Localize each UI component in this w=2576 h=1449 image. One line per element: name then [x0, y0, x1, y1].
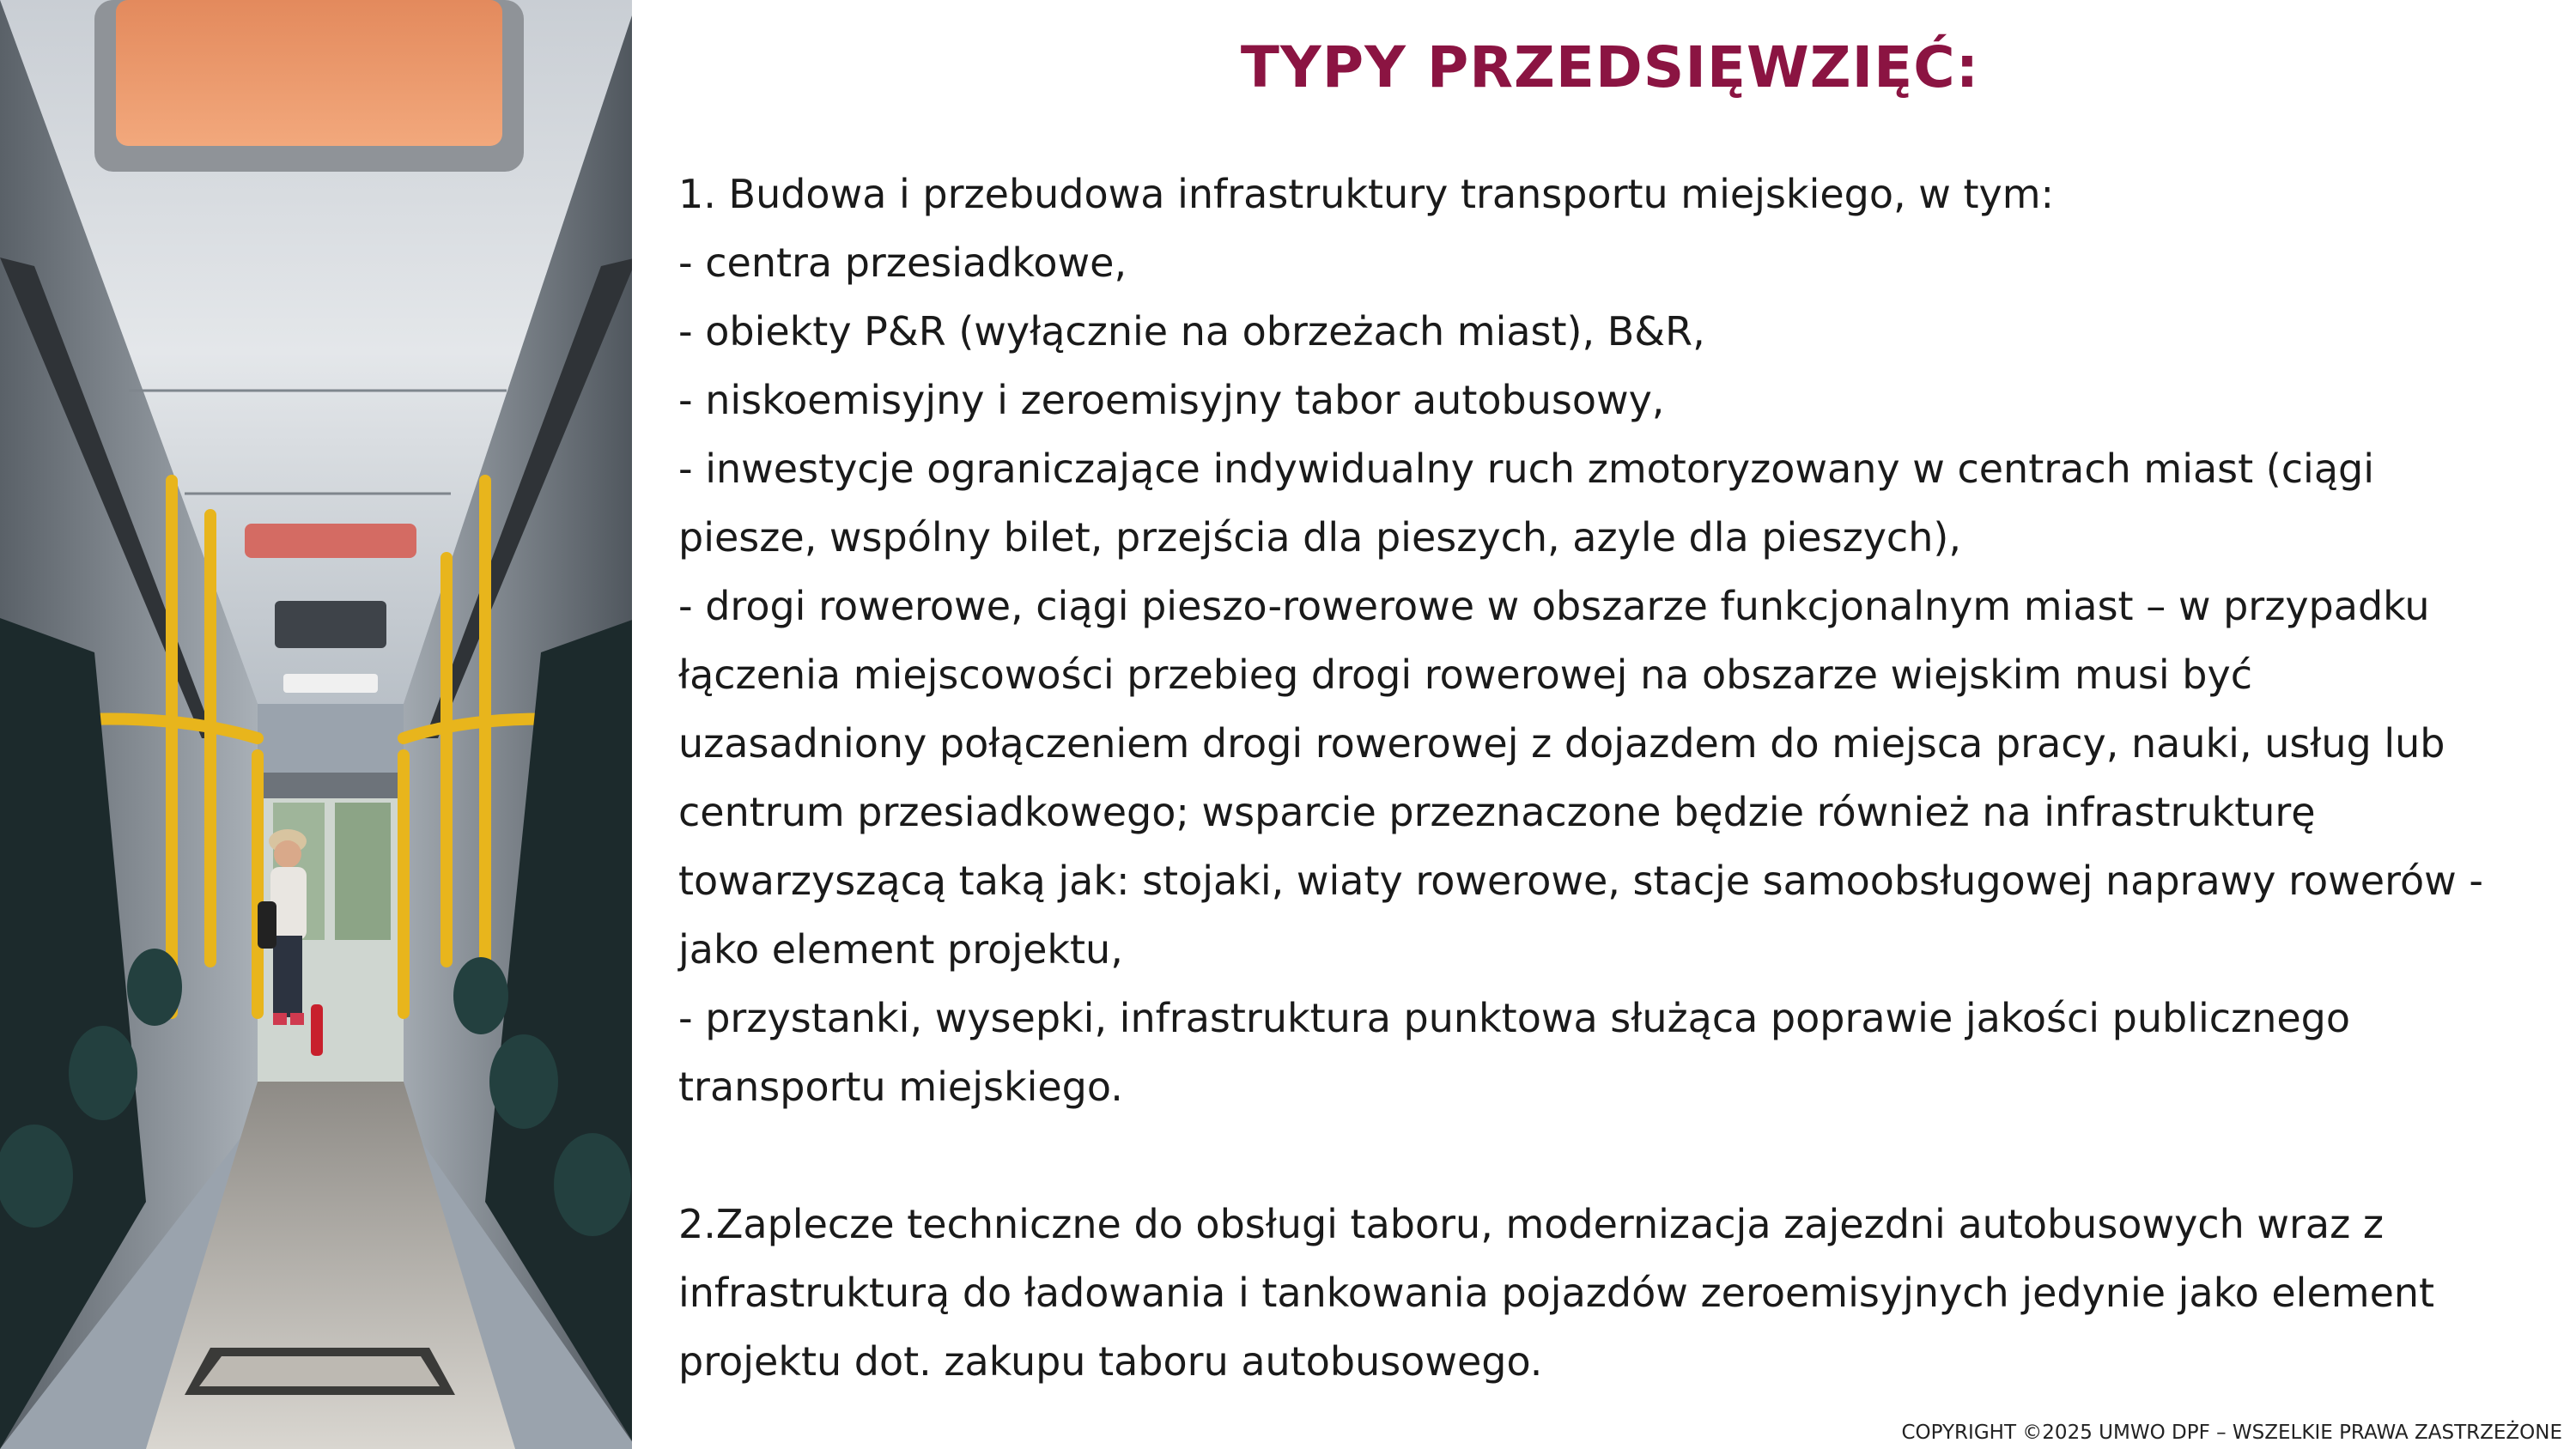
list-item: - przystanki, wysepki, infrastruktura punktowa służąca poprawie jakości publicznego [678, 995, 2351, 1041]
list-item: - centra przesiadkowe, [678, 239, 1127, 286]
list-item: uzasadniony połączeniem drogi rowerowej z dojazdem do miejsca pracy, nauki, usług lub [678, 720, 2445, 767]
list-item: centrum przesiadkowego; wsparcie przeznaczone będzie również na infrastrukturę [678, 789, 2316, 835]
list-item: jako element projektu, [678, 926, 1123, 973]
section-1-heading: 1. Budowa i przebudowa infrastruktury transportu miejskiego, w tym: [678, 171, 2055, 217]
list-item: - obiekty P&R (wyłącznie na obrzeżach miast), B&R, [678, 308, 1705, 355]
slide-title: TYPY PRZEDSIĘWZIĘĆ: [1240, 34, 1980, 100]
list-item: - drogi rowerowe, ciągi pieszo-rowerowe w obszarze funkcjonalnym miast – w przypadku [678, 583, 2430, 629]
list-item: transportu miejskiego. [678, 1064, 1123, 1110]
section-spacer [678, 1121, 2542, 1190]
bus-interior-photo [0, 0, 637, 1449]
content-area [678, 0, 2542, 1449]
list-item: - niskoemisyjny i zeroemisyjny tabor autobusowy, [678, 377, 1665, 423]
section-2-line: 2.Zaplecze techniczne do obsługi taboru, modernizacja zajezdni autobusowych wraz z [678, 1201, 2384, 1247]
list-item: - inwestycje ograniczające indywidualny ruch zmotoryzowany w centrach miast (ciągi [678, 446, 2374, 492]
list-item: łączenia miejscowości przebieg drogi rowerowej na obszarze wiejskim musi być [678, 652, 2253, 698]
list-item: piesze, wspólny bilet, przejścia dla pieszych, azyle dla pieszych), [678, 514, 1961, 561]
section-2-line: infrastrukturą do ładowania i tankowania pojazdów zeroemisyjnych jedynie jako element [678, 1270, 2435, 1316]
copyright-footer: COPYRIGHT ©2025 UMWO DPF – WSZELKIE PRAWA ZASTRZEŻONE [1901, 1422, 2562, 1444]
project-types-text [678, 160, 2542, 1396]
list-item: towarzyszącą taką jak: stojaki, wiaty rowerowe, stacje samoobsługowej naprawy rowerów - [678, 858, 2483, 904]
section-2-line: projektu dot. zakupu taboru autobusowego. [678, 1338, 1543, 1385]
